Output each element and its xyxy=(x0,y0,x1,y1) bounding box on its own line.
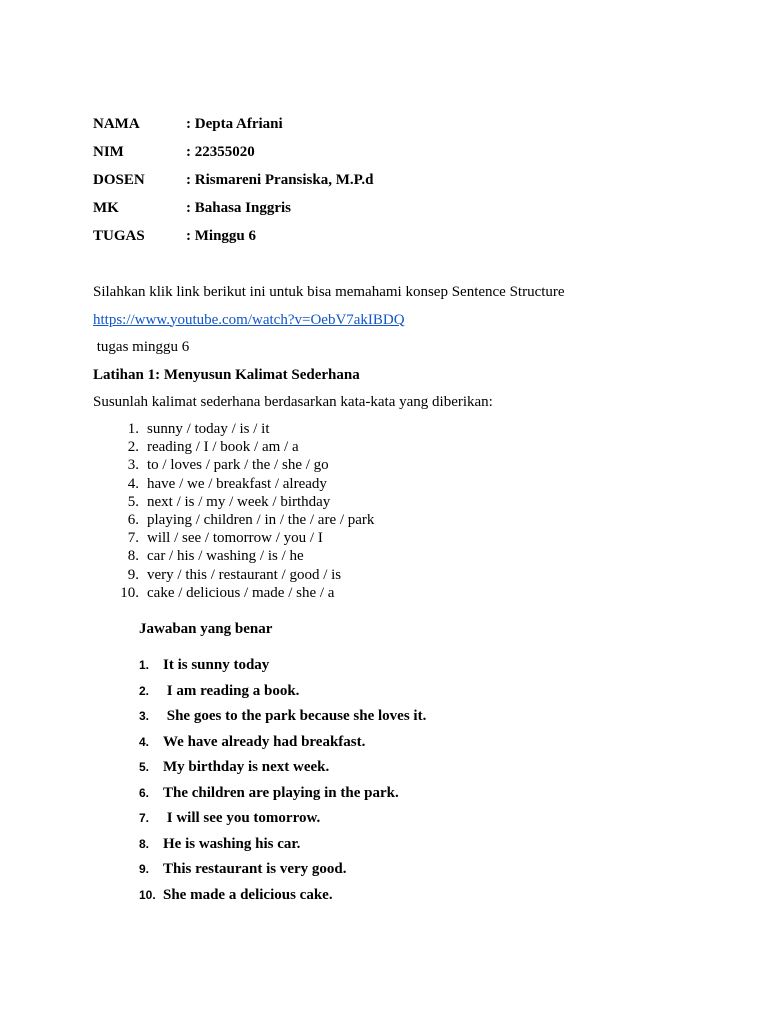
list-item xyxy=(139,705,426,731)
youtube-link[interactable]: https://www.youtube.com/watch?v=OebV7akIBDQ xyxy=(93,311,405,328)
intro-section xyxy=(93,281,565,419)
list-number: 5. xyxy=(127,493,139,510)
list-item xyxy=(139,756,426,782)
list-item xyxy=(93,584,374,602)
list-item xyxy=(139,680,426,706)
info-key: NAMA xyxy=(93,116,140,132)
assignment-note: tugas minggu 6 xyxy=(93,339,190,355)
info-key: DOSEN xyxy=(93,172,145,188)
answer-list xyxy=(139,654,426,909)
question-text: cake / delicious / made / she / a xyxy=(147,584,335,601)
info-value: : Depta Afriani xyxy=(186,116,283,132)
answer-text: I am reading a book. xyxy=(163,682,300,699)
list-item xyxy=(93,529,374,547)
list-item xyxy=(139,884,426,910)
list-number: 9. xyxy=(127,566,139,583)
list-number: 3. xyxy=(127,457,139,474)
answer-text: The children are playing in the park. xyxy=(163,784,399,801)
info-value: : 22355020 xyxy=(186,144,255,160)
list-item xyxy=(93,566,374,584)
list-number: 1. xyxy=(139,658,150,672)
list-number: 4. xyxy=(139,734,150,749)
answer-text: It is sunny today xyxy=(163,657,270,673)
list-item xyxy=(139,833,426,859)
info-row-tugas xyxy=(93,225,374,253)
list-number: 7. xyxy=(139,811,150,825)
list-item xyxy=(139,782,426,808)
list-number: 10. xyxy=(120,584,139,601)
info-row-nama xyxy=(93,113,374,141)
exercise-instruction: Susunlah kalimat sederhana berdasarkan kata-kata yang diberikan: xyxy=(93,394,493,410)
info-value: : Bahasa Inggris xyxy=(186,200,292,216)
list-item xyxy=(93,438,374,456)
answer-text: She goes to the park because she loves it. xyxy=(163,708,427,724)
list-item xyxy=(93,456,374,474)
list-number: 2. xyxy=(127,439,139,456)
list-number: 9. xyxy=(139,862,150,876)
info-row-dosen xyxy=(93,169,374,197)
list-number: 3. xyxy=(139,709,150,723)
list-number: 5. xyxy=(139,760,150,774)
list-number: 2. xyxy=(139,683,150,698)
info-key: MK xyxy=(93,200,119,216)
answer-text: My birthday is next week. xyxy=(163,759,330,775)
list-number: 6. xyxy=(139,785,150,800)
info-row-nim xyxy=(93,141,374,169)
question-text: to / loves / park / the / she / go xyxy=(147,457,329,474)
list-number: 4. xyxy=(127,475,139,492)
answer-text: She made a delicious cake. xyxy=(163,886,333,903)
list-item xyxy=(93,511,374,529)
answer-text: We have already had breakfast. xyxy=(163,733,366,750)
info-value: : Rismareni Pransiska, M.P.d xyxy=(186,172,374,188)
list-number: 6. xyxy=(127,511,139,528)
list-number: 8. xyxy=(139,836,150,851)
list-item xyxy=(93,547,374,565)
question-text: have / we / breakfast / already xyxy=(147,475,327,492)
info-key: NIM xyxy=(93,144,124,160)
question-text: car / his / washing / is / he xyxy=(147,548,304,565)
question-text: very / this / restaurant / good / is xyxy=(147,566,342,583)
question-text: reading / I / book / am / a xyxy=(147,439,299,456)
list-item xyxy=(93,475,374,493)
exercise-title: Latihan 1: Menyusun Kalimat Sederhana xyxy=(93,366,360,383)
list-number: 8. xyxy=(127,548,139,565)
question-list xyxy=(93,420,374,602)
list-item xyxy=(139,858,426,884)
question-text: playing / children / in / the / are / park xyxy=(147,511,375,528)
list-number: 10. xyxy=(139,887,156,902)
list-number: 7. xyxy=(127,530,139,547)
list-number: 1. xyxy=(127,421,139,437)
answer-text: I will see you tomorrow. xyxy=(163,810,321,826)
info-key: TUGAS xyxy=(93,228,145,244)
list-item xyxy=(93,493,374,511)
list-item xyxy=(139,807,426,833)
list-item xyxy=(139,731,426,757)
question-text: will / see / tomorrow / you / I xyxy=(147,530,323,547)
info-value: : Minggu 6 xyxy=(186,228,257,244)
info-row-mk xyxy=(93,197,374,225)
answer-text: He is washing his car. xyxy=(163,835,301,852)
answers-title: Jawaban yang benar xyxy=(139,621,273,637)
question-text: sunny / today / is / it xyxy=(147,421,270,437)
student-info xyxy=(93,113,374,253)
instruction-text: Silahkan klik link berikut ini untuk bisa memahami konsep Sentence Structure xyxy=(93,284,565,300)
answer-text: This restaurant is very good. xyxy=(163,861,347,877)
list-item xyxy=(93,420,374,438)
question-text: next / is / my / week / birthday xyxy=(147,493,331,510)
list-item xyxy=(139,654,426,680)
